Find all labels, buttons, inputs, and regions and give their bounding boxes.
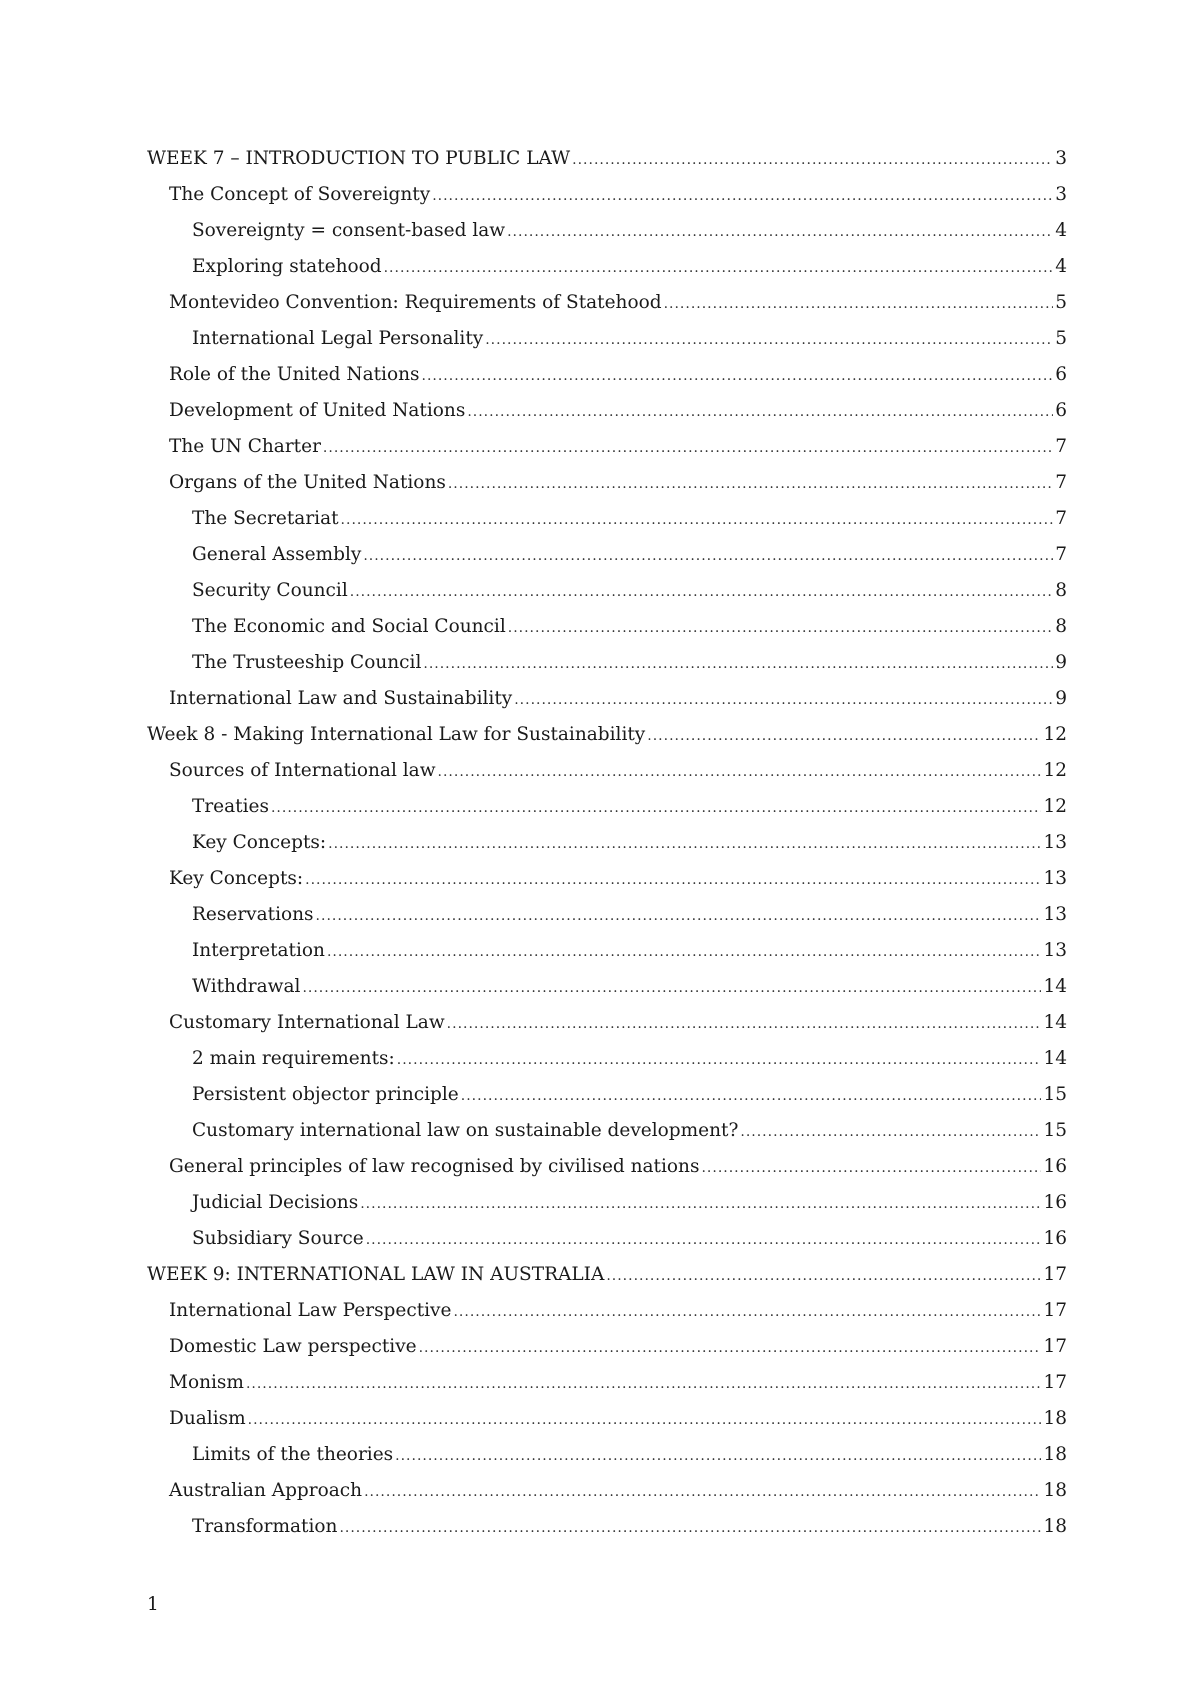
toc-entry[interactable] (147, 393, 1067, 429)
page-number: 1 (147, 1594, 159, 1615)
toc-entry[interactable] (147, 1329, 1067, 1365)
toc-entry[interactable] (147, 1077, 1067, 1113)
toc-entry-page: 14 (1043, 1048, 1067, 1069)
toc-entry-page: 12 (1043, 760, 1067, 781)
toc-entry[interactable] (147, 681, 1067, 717)
toc-dot-leader (384, 250, 1054, 286)
toc-dot-leader (341, 502, 1054, 538)
toc-dot-leader (432, 178, 1053, 214)
toc-entry[interactable] (147, 1365, 1067, 1401)
toc-dot-leader (507, 214, 1053, 250)
toc-entry-page: 8 (1055, 616, 1067, 637)
toc-entry-page: 8 (1055, 580, 1067, 601)
toc-dot-leader (305, 862, 1041, 898)
toc-entry-title: Judicial Decisions (192, 1192, 359, 1213)
toc-entry[interactable] (147, 1293, 1067, 1329)
toc-entry-title: The Trusteeship Council (192, 652, 422, 673)
toc-entry-title: Domestic Law perspective (169, 1336, 417, 1357)
toc-dot-leader (664, 286, 1054, 322)
toc-entry-title: Australian Approach (169, 1480, 363, 1501)
toc-entry[interactable] (147, 1221, 1067, 1257)
toc-dot-leader (395, 1438, 1041, 1474)
toc-entry[interactable] (147, 897, 1067, 933)
toc-entry-page: 18 (1043, 1480, 1067, 1501)
toc-entry-page: 14 (1043, 976, 1067, 997)
toc-entry[interactable] (147, 537, 1067, 573)
toc-entry[interactable] (147, 1401, 1067, 1437)
toc-entry-title: The UN Charter (169, 436, 321, 457)
toc-entry-page: 6 (1055, 364, 1067, 385)
toc-dot-leader (246, 1366, 1042, 1402)
toc-entry[interactable] (147, 609, 1067, 645)
toc-entry[interactable] (147, 753, 1067, 789)
toc-entry[interactable] (147, 573, 1067, 609)
toc-entry-page: 4 (1055, 256, 1067, 277)
toc-entry-title: Persistent objector principle (192, 1084, 459, 1105)
toc-entry-title: Week 8 - Making International Law for Sustainability (147, 724, 646, 745)
toc-dot-leader (701, 1150, 1041, 1186)
toc-entry-title: Exploring statehood (192, 256, 382, 277)
toc-entry[interactable] (147, 1437, 1067, 1473)
toc-entry[interactable] (147, 1005, 1067, 1041)
toc-dot-leader (647, 718, 1041, 754)
toc-entry-title: General principles of law recognised by civilised nations (169, 1156, 700, 1177)
toc-entry[interactable] (147, 213, 1067, 249)
toc-entry-title: Customary International Law (169, 1012, 445, 1033)
toc-entry-title: Security Council (192, 580, 348, 601)
toc-entry-title: Sources of International law (169, 760, 436, 781)
toc-entry-page: 9 (1055, 688, 1067, 709)
toc-entry-title: Treaties (192, 796, 269, 817)
toc-entry-page: 15 (1043, 1084, 1067, 1105)
toc-entry-page: 14 (1043, 1012, 1067, 1033)
toc-dot-leader (350, 574, 1053, 610)
toc-entry[interactable] (147, 285, 1067, 321)
toc-entry-page: 13 (1043, 832, 1067, 853)
toc-dot-leader (271, 790, 1041, 826)
toc-dot-leader (248, 1402, 1042, 1438)
toc-dot-leader (327, 934, 1042, 970)
toc-dot-leader (422, 358, 1054, 394)
toc-dot-leader (423, 646, 1053, 682)
toc-entry-title: Interpretation (192, 940, 325, 961)
toc-entry-page: 17 (1043, 1372, 1067, 1393)
toc-entry[interactable] (147, 789, 1067, 825)
toc-entry-title: Dualism (169, 1408, 246, 1429)
toc-dot-leader (447, 1006, 1042, 1042)
toc-entry-page: 13 (1043, 904, 1067, 925)
toc-dot-leader (448, 466, 1053, 502)
toc-entry[interactable] (147, 465, 1067, 501)
toc-entry[interactable] (147, 1473, 1067, 1509)
toc-dot-leader (514, 682, 1053, 718)
toc-entry-title: Key Concepts: (169, 868, 304, 889)
toc-entry-page: 6 (1055, 400, 1067, 421)
toc-dot-leader (323, 430, 1053, 466)
toc-entry-page: 4 (1055, 220, 1067, 241)
toc-dot-leader (360, 1186, 1041, 1222)
toc-dot-leader (740, 1114, 1041, 1150)
toc-entry-title: International Law and Sustainability (169, 688, 513, 709)
toc-entry[interactable] (147, 933, 1067, 969)
toc-entry-page: 13 (1043, 940, 1067, 961)
toc-dot-leader (316, 898, 1042, 934)
toc-dot-leader (461, 1078, 1042, 1114)
toc-entry-title: Subsidiary Source (192, 1228, 364, 1249)
toc-dot-leader (364, 1474, 1041, 1510)
toc-entry[interactable] (147, 1149, 1067, 1185)
toc-dot-leader (606, 1258, 1041, 1294)
toc-entry-page: 12 (1043, 796, 1067, 817)
toc-entry-page: 7 (1055, 436, 1067, 457)
table-of-contents (147, 141, 1067, 1545)
toc-dot-leader (363, 538, 1053, 574)
toc-entry[interactable] (147, 249, 1067, 285)
toc-entry-title: 2 main requirements: (192, 1048, 395, 1069)
toc-dot-leader (508, 610, 1053, 646)
toc-entry-title: The Concept of Sovereignty (169, 184, 431, 205)
toc-entry-title: Transformation (192, 1516, 338, 1537)
toc-dot-leader (366, 1222, 1042, 1258)
toc-entry[interactable] (147, 357, 1067, 393)
toc-dot-leader (339, 1510, 1041, 1546)
toc-entry-title: The Economic and Social Council (192, 616, 506, 637)
toc-dot-leader (467, 394, 1053, 430)
toc-entry-page: 3 (1055, 148, 1067, 169)
toc-entry-title: General Assembly (192, 544, 362, 565)
toc-entry-page: 7 (1055, 508, 1067, 529)
toc-entry-page: 18 (1043, 1444, 1067, 1465)
toc-entry[interactable] (147, 501, 1067, 537)
toc-entry[interactable] (147, 645, 1067, 681)
toc-entry[interactable] (147, 825, 1067, 861)
toc-entry[interactable] (147, 1509, 1067, 1545)
toc-entry-title: Montevideo Convention: Requirements of Statehood (169, 292, 662, 313)
toc-entry-title: Monism (169, 1372, 244, 1393)
toc-dot-leader (453, 1294, 1041, 1330)
toc-entry[interactable] (147, 429, 1067, 465)
toc-dot-leader (438, 754, 1042, 790)
toc-entry-page: 15 (1043, 1120, 1067, 1141)
toc-dot-leader (397, 1042, 1042, 1078)
toc-entry-page: 17 (1043, 1300, 1067, 1321)
toc-entry[interactable] (147, 1041, 1067, 1077)
toc-dot-leader (572, 142, 1053, 178)
toc-entry-page: 5 (1055, 328, 1067, 349)
toc-entry[interactable] (147, 141, 1067, 177)
toc-entry-title: Key Concepts: (192, 832, 327, 853)
toc-entry-page: 17 (1043, 1336, 1067, 1357)
toc-entry-page: 13 (1043, 868, 1067, 889)
toc-entry-title: International Law Perspective (169, 1300, 452, 1321)
toc-entry-title: Role of the United Nations (169, 364, 420, 385)
toc-entry[interactable] (147, 321, 1067, 357)
toc-dot-leader (302, 970, 1041, 1006)
toc-entry[interactable] (147, 861, 1067, 897)
toc-entry-page: 18 (1043, 1408, 1067, 1429)
toc-entry-page: 17 (1043, 1264, 1067, 1285)
toc-entry-page: 3 (1055, 184, 1067, 205)
toc-entry-page: 7 (1055, 544, 1067, 565)
toc-entry-title: WEEK 9: INTERNATIONAL LAW IN AUSTRALIA (147, 1264, 605, 1285)
toc-entry[interactable] (147, 717, 1067, 753)
toc-entry[interactable] (147, 1113, 1067, 1149)
toc-entry-title: Development of United Nations (169, 400, 466, 421)
toc-entry-page: 16 (1043, 1156, 1067, 1177)
toc-entry[interactable] (147, 177, 1067, 213)
toc-entry-title: International Legal Personality (192, 328, 484, 349)
toc-entry-title: Customary international law on sustainable development? (192, 1120, 739, 1141)
toc-entry-page: 5 (1055, 292, 1067, 313)
toc-entry-page: 7 (1055, 472, 1067, 493)
toc-entry-page: 12 (1043, 724, 1067, 745)
toc-entry-title: Sovereignty = consent-based law (192, 220, 506, 241)
toc-dot-leader (419, 1330, 1042, 1366)
toc-entry-title: Organs of the United Nations (169, 472, 446, 493)
toc-entry-page: 16 (1043, 1228, 1067, 1249)
toc-entry[interactable] (147, 1185, 1067, 1221)
toc-entry-page: 16 (1043, 1192, 1067, 1213)
toc-entry[interactable] (147, 1257, 1067, 1293)
toc-entry-page: 9 (1055, 652, 1067, 673)
toc-entry-title: Withdrawal (192, 976, 301, 997)
toc-entry-title: Reservations (192, 904, 314, 925)
toc-entry-title: Limits of the theories (192, 1444, 394, 1465)
toc-entry-page: 18 (1043, 1516, 1067, 1537)
toc-entry[interactable] (147, 969, 1067, 1005)
toc-entry-title: WEEK 7 – INTRODUCTION TO PUBLIC LAW (147, 148, 571, 169)
toc-dot-leader (485, 322, 1053, 358)
toc-dot-leader (328, 826, 1041, 862)
toc-entry-title: The Secretariat (192, 508, 339, 529)
